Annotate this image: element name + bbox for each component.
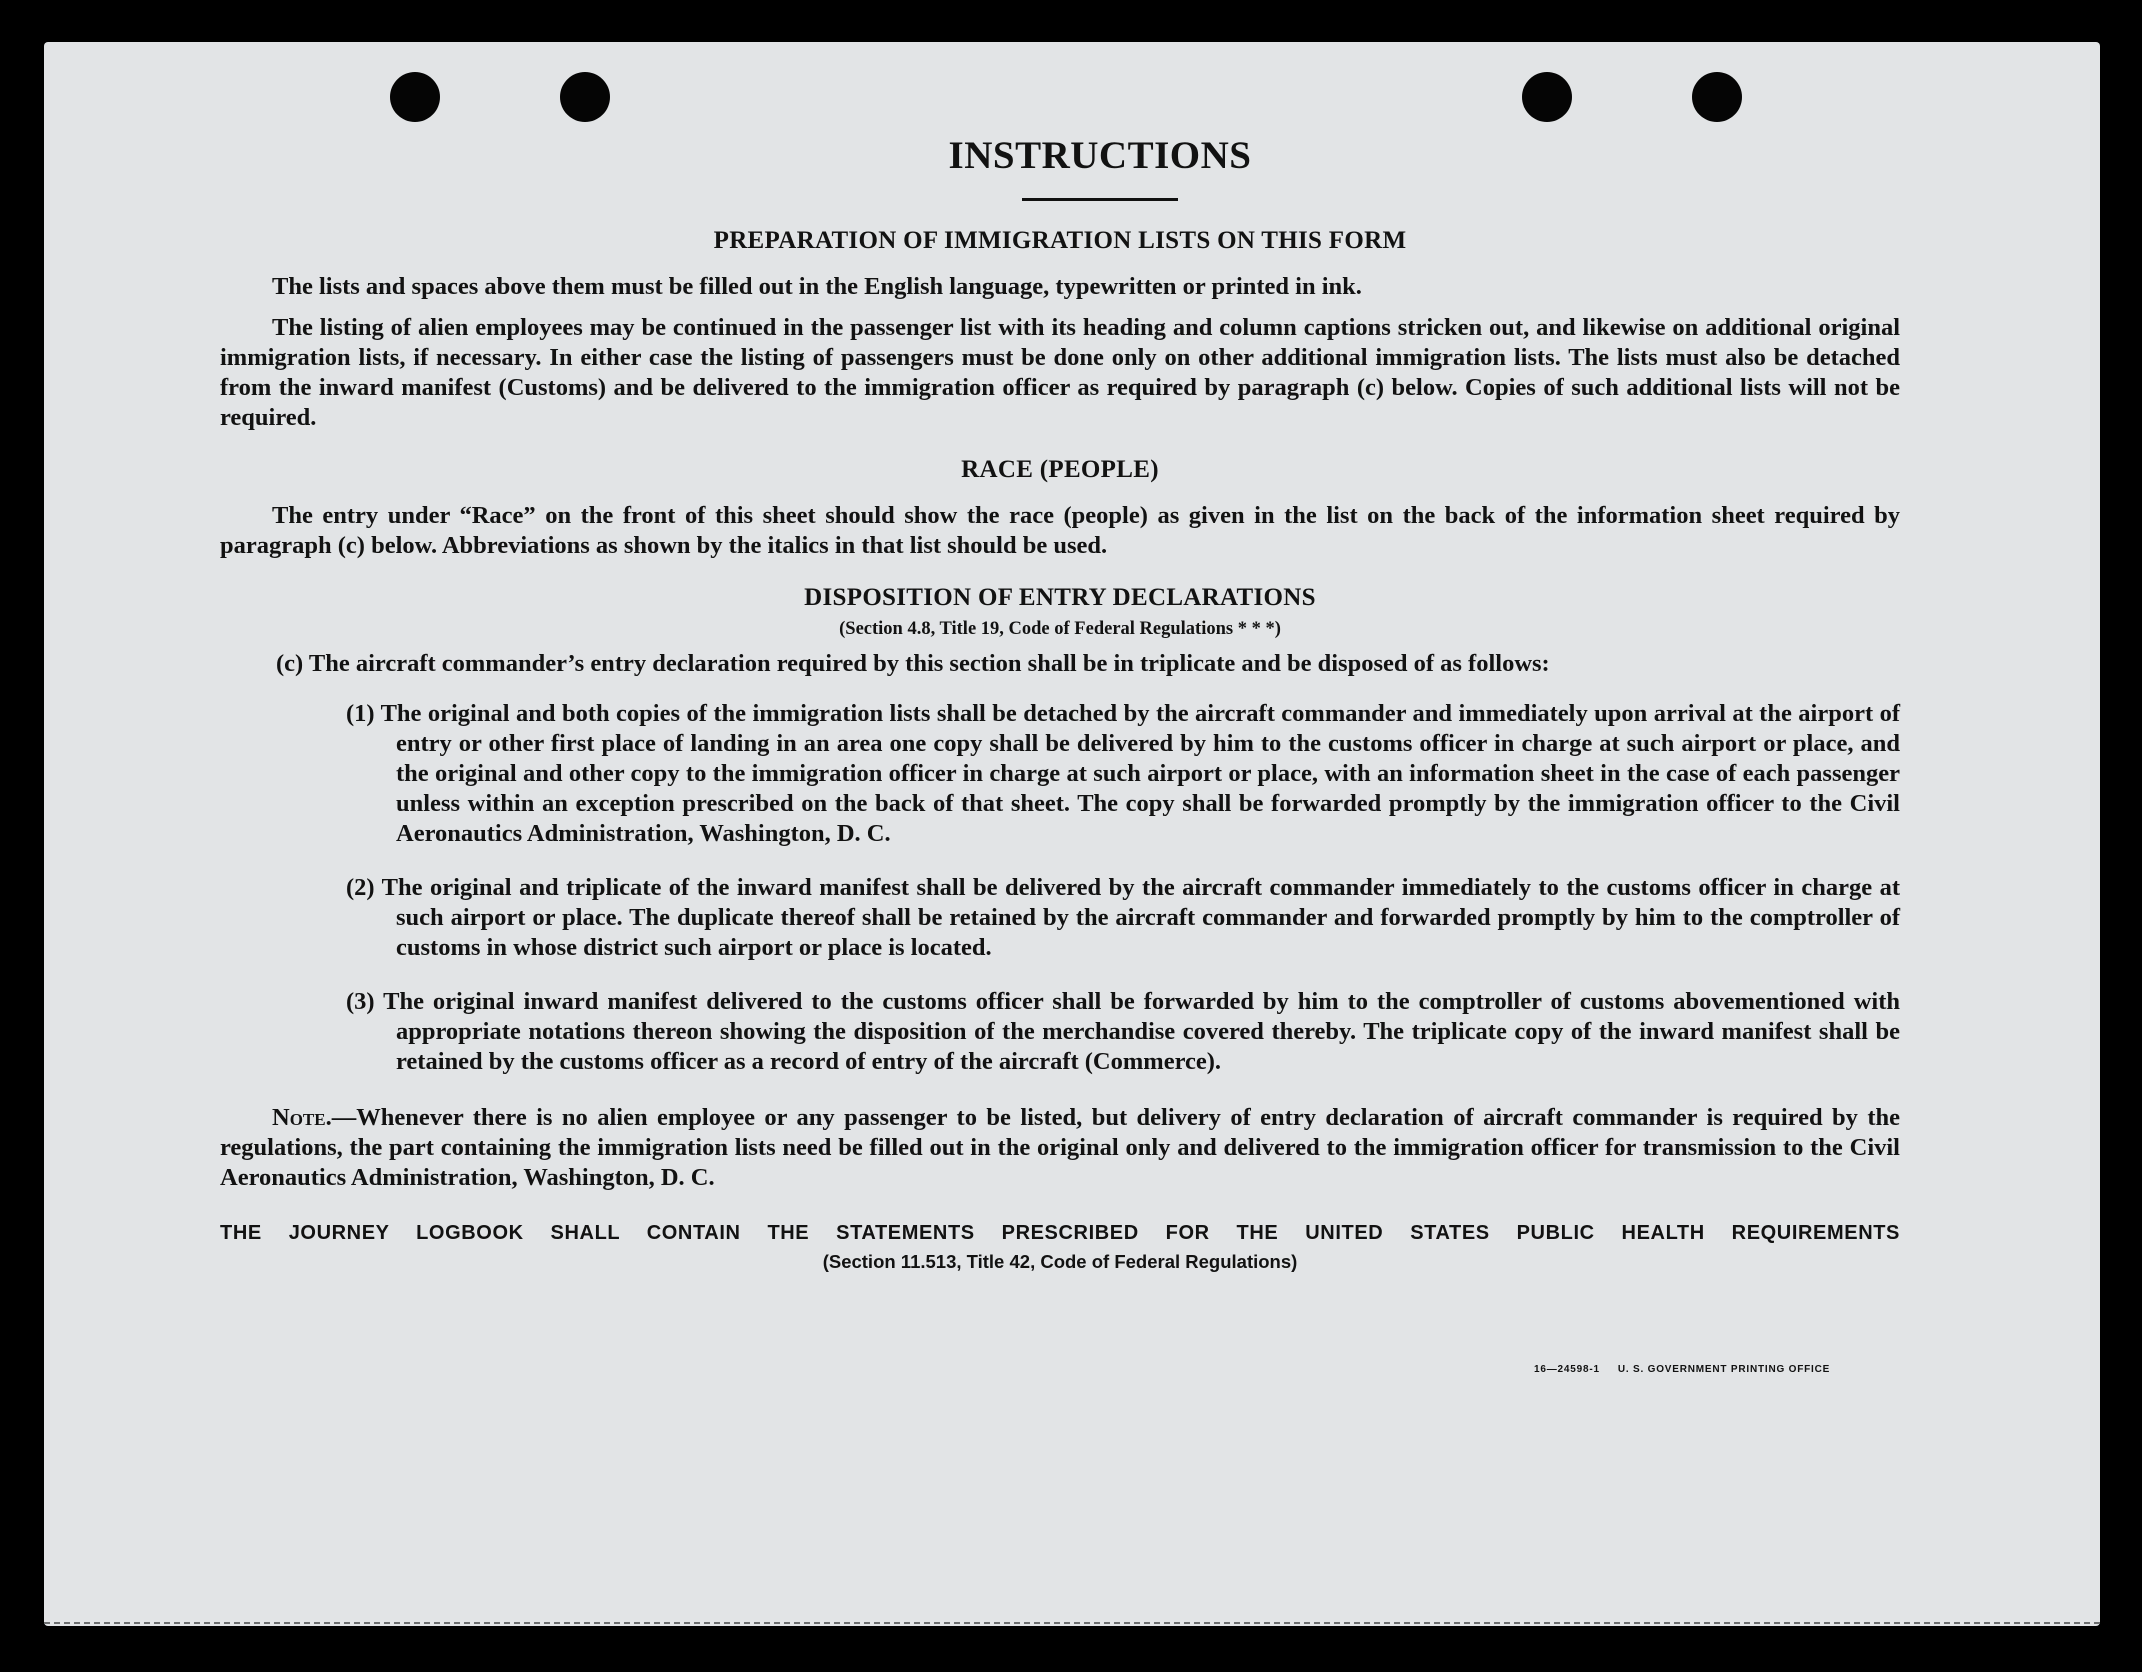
disposition-item-1: (1) The original and both copies of the immigration lists shall be detached by the aircraft commander and immediately upon arrival at the airport of entry or other first place of landing in an area one copy shall be delivered by him to the customs officer in charge at such airport or place, and the original and other copy to the immigration officer in charge at such airport or place, with an information sheet in the case of each passenger unless within an exception prescribed on the back of that sheet. The copy shall be forwarded promptly by the immigration officer to the Civil Aeronautics Administration, Washington, D. C. (346, 700, 1900, 847)
instructions-document (220, 126, 1900, 1276)
punch-hole (390, 72, 440, 122)
note-paragraph (220, 1103, 1900, 1193)
disposition-item-2: (2) The original and triplicate of the inward manifest shall be delivered by the aircraft commander immediately to the customs officer in charge at such airport or place. The duplicate thereof shall be retained by the aircraft commander and forwarded promptly by him to the comptroller of customs in whose district such airport or place is located. (346, 874, 1900, 961)
title-underline (1022, 198, 1178, 201)
disposition-heading: DISPOSITION OF ENTRY DECLARATIONS (804, 584, 1316, 611)
race-heading: RACE (PEOPLE) (961, 456, 1159, 483)
printer-name: U. S. GOVERNMENT PRINTING OFFICE (1617, 1364, 1831, 1375)
form-code: 16—24598-1 (1534, 1364, 1600, 1375)
public-health-statement: THE JOURNEY LOGBOOK SHALL CONTAIN THE STATEMENTS PRESCRIBED FOR THE UNITED STATES PUBLIC HEALTH REQUIREMENTS (220, 1222, 1900, 1244)
preparation-paragraph-2: The listing of alien employees may be continued in the passenger list with its heading and column captions stricken out, and likewise on additional original immigration lists, if necessary. In either case the listing of passengers must be done only on other additional immigration lists. The lists must also be detached from the inward manifest (Customs) and be delivered to the immigration officer as required by paragraph (c) below. Copies of such additional lists will not be required. (220, 314, 1900, 431)
printer-imprint (1534, 1364, 1830, 1375)
preparation-heading: PREPARATION OF IMMIGRATION LISTS ON THIS FORM (713, 227, 1407, 254)
public-health-citation: (Section 11.513, Title 42, Code of Federal Regulations) (822, 1251, 1298, 1272)
note-text: —Whenever there is no alien employee or any passenger to be listed, but delivery of entry declaration of aircraft commander is required by the regulations, the part containing the immigration lists need be filled out in the original only and delivered to the immigration officer for transmission to the Civil Aeronautics Administration, Washington, D. C. (220, 1104, 1900, 1191)
disposition-intro: (c) The aircraft commander’s entry declaration required by this section shall be in triplicate and be disposed of as follows: (276, 650, 1550, 677)
punch-hole (1522, 72, 1572, 122)
race-paragraph: The entry under “Race” on the front of this sheet should show the race (people) as given in the list on the back of the information sheet required by paragraph (c) below. Abbreviations as shown by the italics in that list should be used. (220, 502, 1900, 559)
page-title: INSTRUCTIONS (948, 134, 1252, 177)
preparation-paragraph-1: The lists and spaces above them must be filled out in the English language, typewritten or printed in ink. (272, 273, 1362, 300)
disposition-citation: (Section 4.8, Title 19, Code of Federal Regulations * * *) (839, 619, 1281, 639)
note-label: Note. (272, 1104, 332, 1131)
punch-hole (560, 72, 610, 122)
punch-hole (1692, 72, 1742, 122)
disposition-item-3: (3) The original inward manifest delivered to the customs officer shall be forwarded by him to the comptroller of customs abovementioned with appropriate notations thereon showing the disposition of the merchandise covered thereby. The triplicate copy of the inward manifest shall be retained by the customs officer as a record of entry of the aircraft (Commerce). (346, 988, 1900, 1075)
perforation-line (44, 1622, 2100, 1624)
